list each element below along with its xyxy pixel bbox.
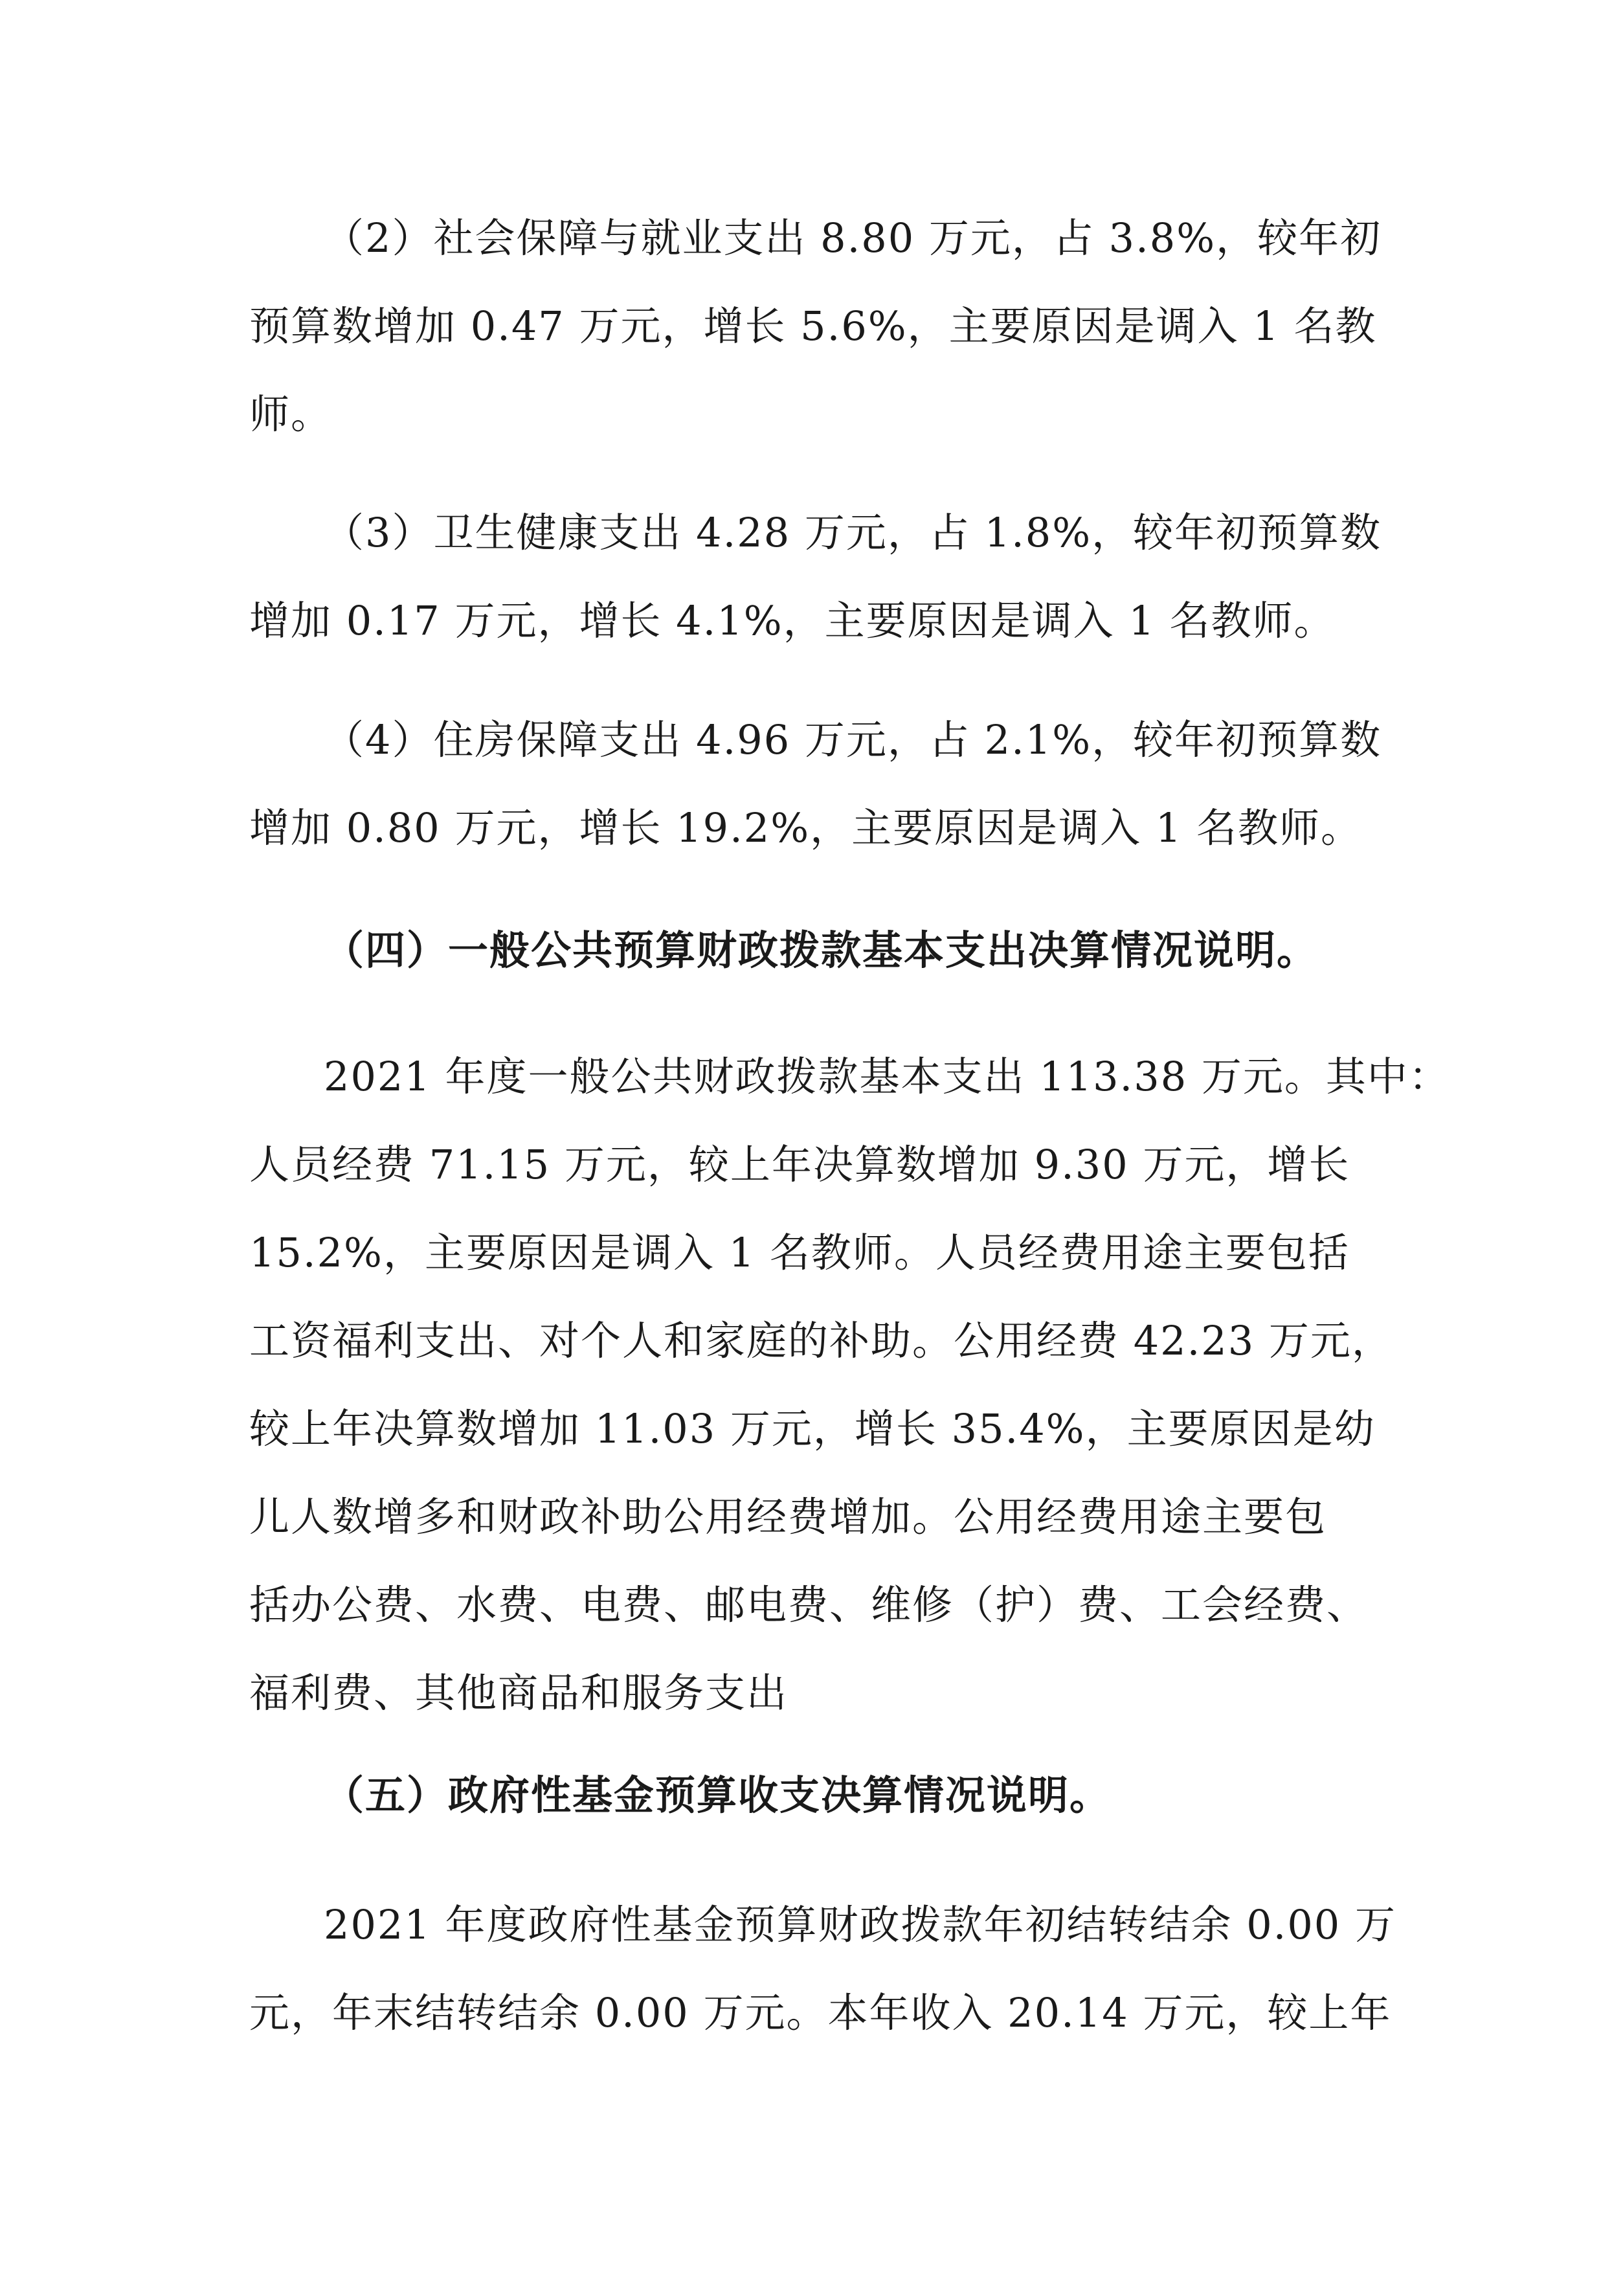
text-line: 工资福利支出、对个人和家庭的补助。公用经费 42.23 万元， [249,1317,1393,1364]
text-line: （3）卫生健康支出 4.28 万元，占 1.8%，较年初预算数 [324,509,1382,556]
text-line: 2021 年度一般公共财政拨款基本支出 113.38 万元。其中： [324,1053,1450,1100]
section-heading-4: （四）一般公共预算财政拨款基本支出决算情况说明。 [324,927,1319,974]
text-line: 师。 [249,390,333,438]
text-line: 人员经费 71.15 万元，较上年决算数增加 9.30 万元，增长 [249,1141,1350,1188]
text-line: （4）住房保障支出 4.96 万元，占 2.1%，较年初预算数 [324,716,1382,763]
paragraph-government-fund [249,1881,1396,2057]
paragraph-social-security [249,194,1389,458]
text-line: 预算数增加 0.47 万元，增长 5.6%，主要原因是调入 1 名教 [249,302,1377,350]
text-line: 较上年决算数增加 11.03 万元，增长 35.4%，主要原因是幼 [249,1405,1376,1452]
text-line: 福利费、其他商品和服务支出 [249,1669,789,1716]
text-line: 元，年末结转结余 0.00 万元。本年收入 20.14 万元，较上年 [249,1989,1392,2036]
paragraph-basic-expenditure [249,1033,1450,1737]
text-line: 儿人数增多和财政补助公用经费增加。公用经费用途主要包 [249,1493,1327,1540]
text-line: 括办公费、水费、电费、邮电费、维修（护）费、工会经费、 [249,1581,1369,1628]
text-line: 增加 0.17 万元，增长 4.1%，主要原因是调入 1 名教师。 [249,597,1336,644]
paragraph-health [249,489,1389,665]
text-line: 15.2%，主要原因是调入 1 名教师。人员经费用途主要包括 [249,1229,1350,1276]
text-line: （2）社会保障与就业支出 8.80 万元，占 3.8%，较年初 [324,214,1382,262]
paragraph-housing [249,696,1389,872]
text-line: 增加 0.80 万元，增长 19.2%，主要原因是调入 1 名教师。 [249,804,1362,851]
section-heading-5: （五）政府性基金预算收支决算情况说明。 [324,1772,1112,1819]
text-line: 2021 年度政府性基金预算财政拨款年初结转结余 0.00 万 [324,1901,1396,1948]
